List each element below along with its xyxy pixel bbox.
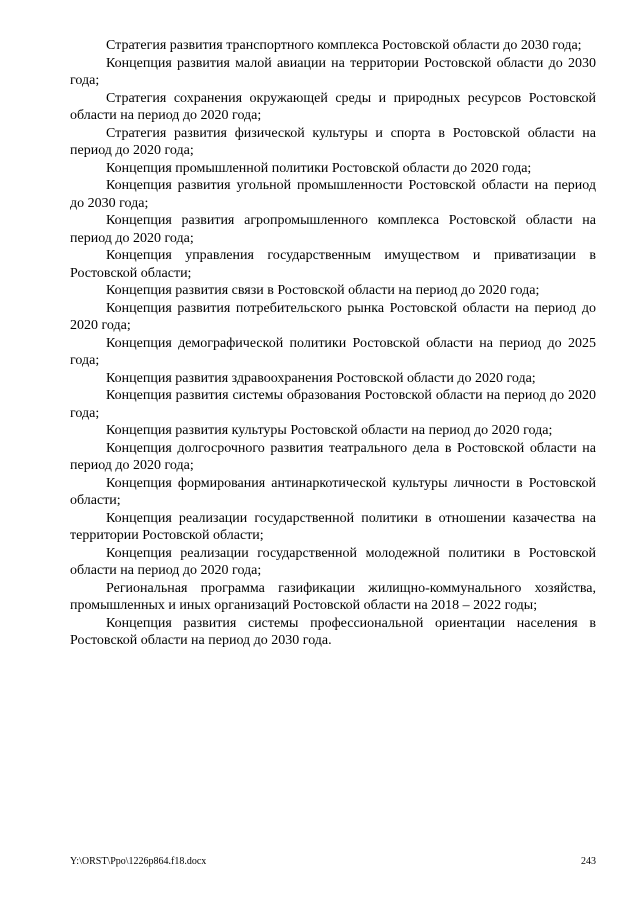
paragraph-communications: Концепция развития связи в Ростовской области на период до 2020 года; [106,283,540,298]
paragraph-cossacks: Концепция реализации государственной политики в отношении казачества на территории Ростовской области; [70,510,596,543]
paragraph-agro-complex: Концепция развития агропромышленного комплекса Ростовской области на период до 2020 года; [70,213,596,246]
paragraph-state-property: Концепция управления государственным имуществом и приватизации в Ростовской области; [70,248,596,281]
document-body [70,37,596,650]
paragraph-demographic-policy: Концепция демографической политики Ростовской области на период до 2025 года; [70,335,596,368]
paragraph-education: Концепция развития системы образования Ростовской области на период до 2020 года; [70,388,596,421]
paragraph-healthcare: Концепция развития здравоохранения Ростовской области до 2020 года; [106,370,536,386]
page-footer [70,856,596,868]
paragraph-theatre: Концепция долгосрочного развития театрального дела в Ростовской области на период до 2020 года; [70,440,596,473]
paragraph-culture: Концепция развития культуры Ростовской области на период до 2020 года; [106,423,553,438]
paragraph-career-guidance: Концепция развития системы профессиональной ориентации населения в Ростовской области на период до 2030 года. [70,615,596,648]
paragraph-transport-strategy: Стратегия развития транспортного комплекса Ростовской области до 2030 года; [106,38,582,53]
footer-file-path: Y:\ORST\Ppo\1226p864.f18.docx [70,856,207,867]
paragraph-sport-strategy: Стратегия развития физической культуры и спорта в Ростовской области на период до 2020 года; [70,125,596,158]
paragraph-industrial-policy: Концепция промышленной политики Ростовской области до 2020 года; [106,160,532,176]
paragraph-coal-industry: Концепция развития угольной промышленности Ростовской области на период до 2030 года; [70,178,596,211]
page-number: 243 [581,856,596,867]
paragraph-youth-policy: Концепция реализации государственной молодежной политики в Ростовской области на период до 2020 года; [70,545,596,578]
paragraph-environment-strategy: Стратегия сохранения окружающей среды и природных ресурсов Ростовской области на период до 2020 года; [70,90,596,123]
paragraph-consumer-market: Концепция развития потребительского рынка Ростовской области на период до 2020 года; [70,300,596,333]
paragraph-gasification: Региональная программа газификации жилищно-коммунального хозяйства, промышленных и иных организаций Ростовской области на 2018 – 2022 годы; [70,580,596,613]
paragraph-anti-drug: Концепция формирования антинаркотической культуры личности в Ростовской области; [70,475,596,508]
paragraph-small-aviation: Концепция развития малой авиации на территории Ростовской области до 2030 года; [70,55,596,88]
